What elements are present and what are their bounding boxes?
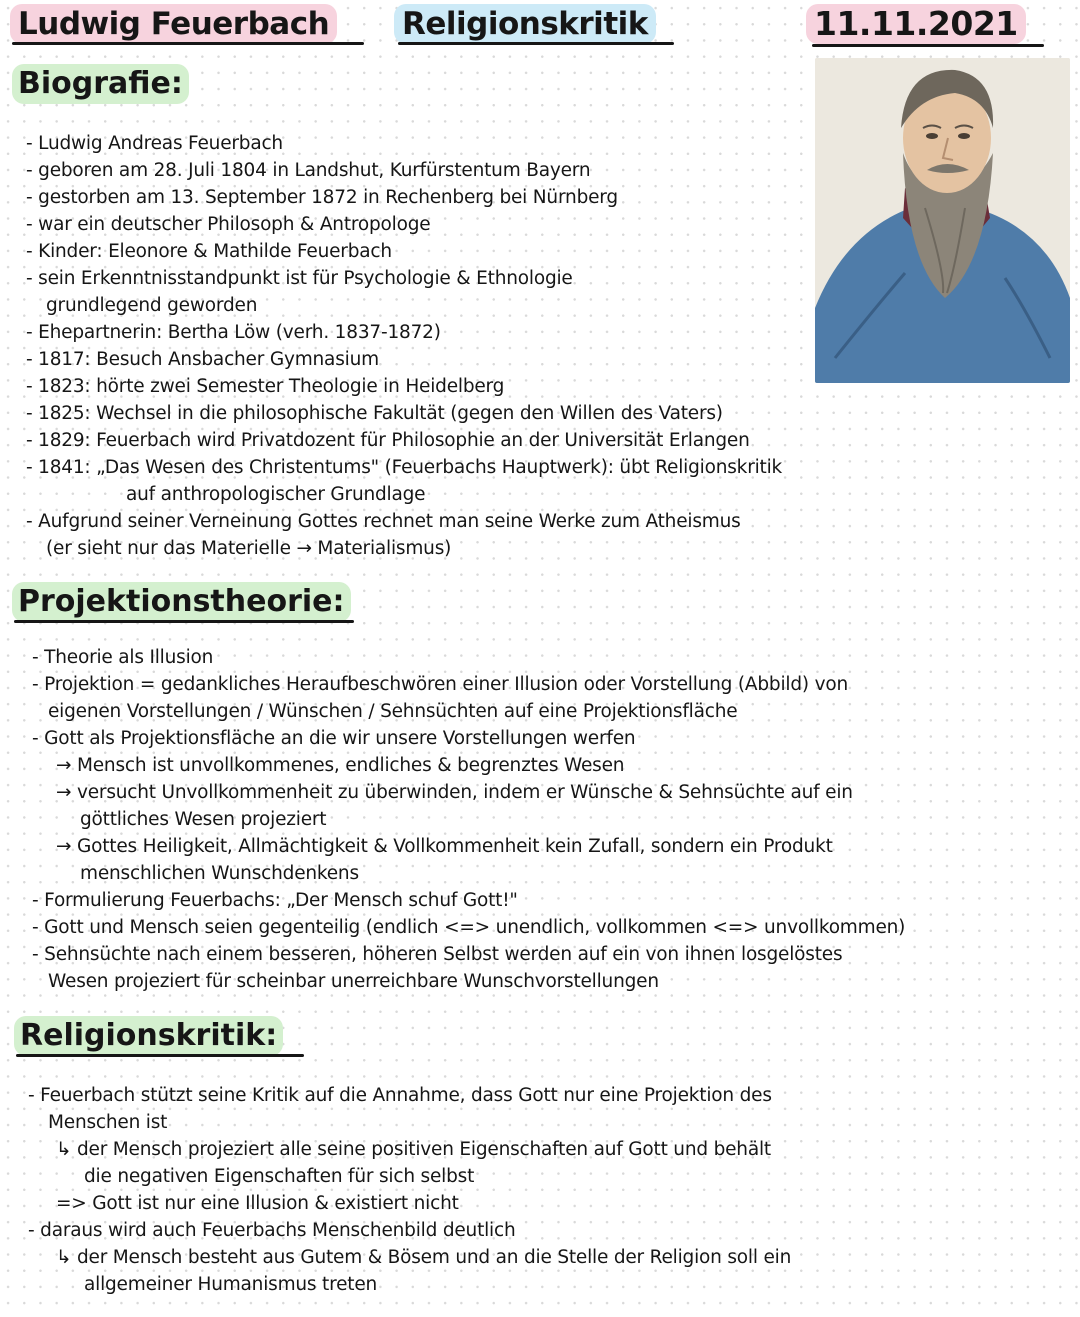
page-topic	[394, 4, 656, 44]
kritik-line: - daraus wird auch Feuerbachs Menschenbild deutlich	[28, 1220, 516, 1241]
projektion-line: - Projektion = gedankliches Heraufbeschwören einer Illusion oder Vorstellung (Abbild) von	[32, 674, 848, 695]
kritik-heading-text: Religionskritik:	[14, 1016, 283, 1056]
projektion-line: → Mensch ist unvollkommenes, endliches & begrenztes Wesen	[56, 755, 625, 776]
kritik-line: allgemeiner Humanismus treten	[84, 1274, 378, 1295]
page-title	[10, 4, 337, 44]
kritik-underline	[16, 1054, 304, 1057]
projektion-line: - Theorie als Illusion	[32, 647, 214, 668]
bio-line: (er sieht nur das Materielle → Materialismus)	[46, 538, 452, 559]
bio-line: - 1841: „Das Wesen des Christentums" (Feuerbachs Hauptwerk): übt Religionskritik	[26, 457, 783, 478]
kritik-line: ↳ der Mensch besteht aus Gutem & Bösem und an die Stelle der Religion soll ein	[56, 1247, 792, 1268]
bio-line: - geboren am 28. Juli 1804 in Landshut, Kurfürstentum Bayern	[26, 160, 591, 181]
bio-line: auf anthropologischer Grundlage	[126, 484, 426, 505]
portrait-image	[815, 58, 1070, 383]
projektion-line: menschlichen Wunschdenkens	[80, 863, 359, 884]
projektion-line: - Formulierung Feuerbachs: „Der Mensch schuf Gott!"	[32, 890, 518, 911]
projektion-heading-text: Projektionstheorie:	[12, 582, 351, 622]
bio-line: - Kinder: Eleonore & Mathilde Feuerbach	[26, 241, 392, 262]
bio-line: - Ehepartnerin: Bertha Löw (verh. 1837-1872)	[26, 322, 441, 343]
bio-line: - 1829: Feuerbach wird Privatdozent für Philosophie an der Universität Erlangen	[26, 430, 750, 451]
bio-line: - Ludwig Andreas Feuerbach	[26, 133, 283, 154]
bio-line: - 1825: Wechsel in die philosophische Fakultät (gegen den Willen des Vaters)	[26, 403, 723, 424]
title-name: Ludwig Feuerbach	[10, 4, 337, 44]
bio-line: grundlegend geworden	[46, 295, 258, 316]
date-underline	[812, 44, 1044, 47]
biografie-heading-text: Biografie:	[12, 64, 189, 104]
page-date	[806, 4, 1026, 44]
projektion-line: eigenen Vorstellungen / Wünschen / Sehnsüchten auf eine Projektionsfläche	[48, 701, 738, 722]
projektion-underline	[14, 620, 354, 623]
projektion-line: göttliches Wesen projeziert	[80, 809, 327, 830]
projektion-line: Wesen projeziert für scheinbar unerreichbare Wunschvorstellungen	[48, 971, 659, 992]
bio-line: - 1823: hörte zwei Semester Theologie in Heidelberg	[26, 376, 505, 397]
projektion-line: - Gott als Projektionsfläche an die wir unsere Vorstellungen werfen	[32, 728, 636, 749]
projektion-line: → versucht Unvollkommenheit zu überwinden, indem er Wünsche & Sehnsüchte auf ein	[56, 782, 853, 803]
bio-line: - gestorben am 13. September 1872 in Rechenberg bei Nürnberg	[26, 187, 618, 208]
portrait-illustration-icon	[815, 58, 1070, 383]
kritik-line: ↳ der Mensch projeziert alle seine positiven Eigenschaften auf Gott und behält	[56, 1139, 771, 1160]
bio-line: - 1817: Besuch Ansbacher Gymnasium	[26, 349, 379, 370]
bio-line: - Aufgrund seiner Verneinung Gottes rechnet man seine Werke zum Atheismus	[26, 511, 741, 532]
projektion-line: - Sehnsüchte nach einem besseren, höheren Selbst werden auf ein von ihnen losgelöstes	[32, 944, 843, 965]
title-underline	[12, 42, 364, 45]
kritik-line: => Gott ist nur eine Illusion & existiert nicht	[56, 1193, 459, 1214]
kritik-line: - Feuerbach stützt seine Kritik auf die Annahme, dass Gott nur eine Projektion des	[28, 1085, 772, 1106]
section-heading-biografie	[12, 64, 189, 104]
topic-underline	[398, 42, 674, 45]
bio-line: - war ein deutscher Philosoph & Antropologe	[26, 214, 431, 235]
section-heading-religionskritik	[14, 1016, 283, 1056]
kritik-line: die negativen Eigenschaften für sich selbst	[84, 1166, 475, 1187]
projektion-line: - Gott und Mensch seien gegenteilig (endlich <=> unendlich, vollkommen <=> unvollkommen)	[32, 917, 906, 938]
kritik-line: Menschen ist	[48, 1112, 168, 1133]
date-text: 11.11.2021	[806, 4, 1026, 44]
title-topic: Religionskritik	[394, 4, 656, 44]
bio-line: - sein Erkenntnisstandpunkt ist für Psychologie & Ethnologie	[26, 268, 573, 289]
section-heading-projektionstheorie	[12, 582, 351, 622]
projektion-line: → Gottes Heiligkeit, Allmächtigkeit & Vollkommenheit kein Zufall, sondern ein Produkt	[56, 836, 833, 857]
